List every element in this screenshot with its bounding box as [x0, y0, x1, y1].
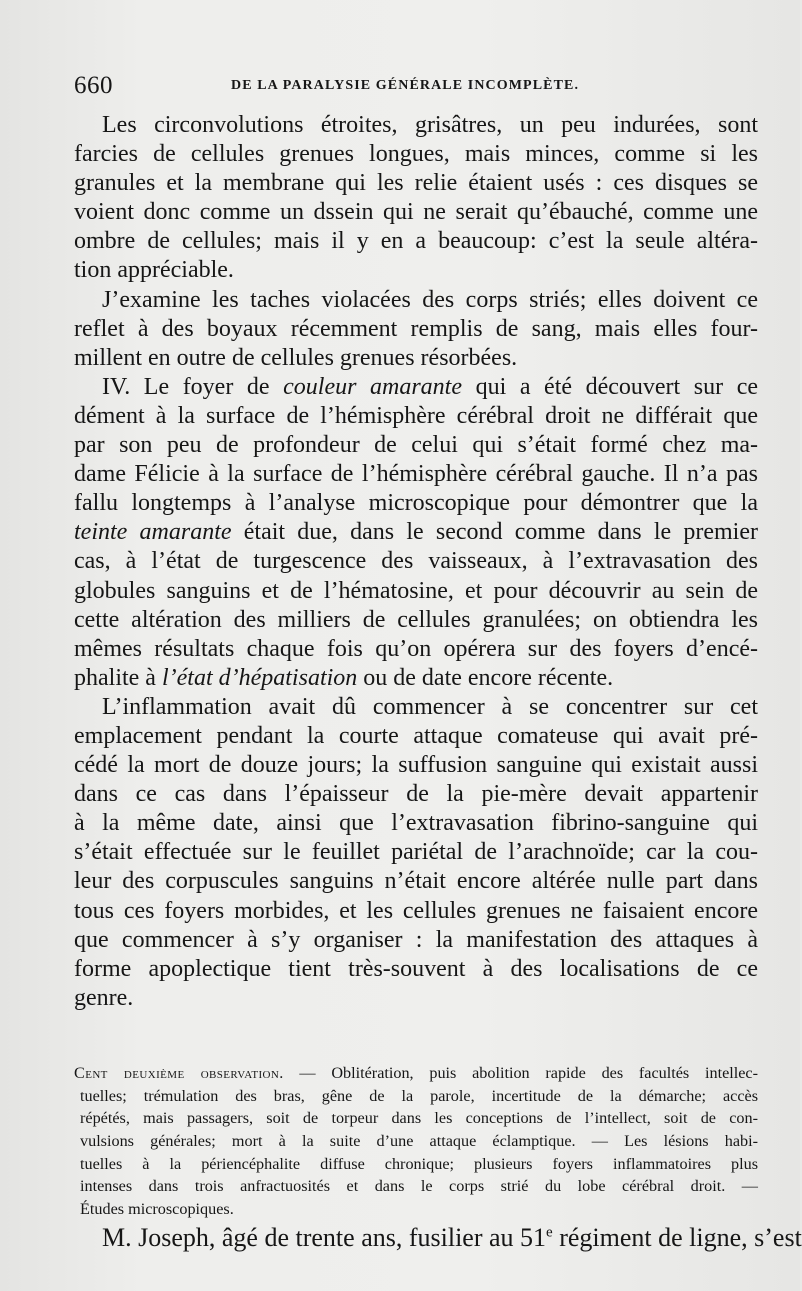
text-line: millent en outre de cellules grenues résorbées.	[74, 344, 518, 371]
text-line: dans ce cas dans l’épaisseur de la pie-mère devait appartenir	[74, 781, 758, 808]
observation-line: vulsions générales; mort à la suite d’une attaque éclamptique. — Les lésions habi-	[80, 1132, 758, 1151]
text-line: à la même date, ainsi que l’extravasation fibrino-sanguine qui	[74, 810, 758, 837]
text-line	[74, 373, 758, 402]
text-line: reflet à des boyaux récemment remplis de sang, mais elles four-	[74, 315, 758, 342]
paragraph-4	[74, 693, 758, 1013]
text-segment: phalite à	[74, 664, 162, 691]
text-line: dément à la surface de l’hémisphère cérébral droit ne différait que	[74, 402, 758, 429]
text-line	[74, 518, 758, 547]
italic-phrase: teinte amarante	[74, 519, 232, 546]
italic-phrase: l’état d’hépatisation	[161, 664, 358, 691]
text-line: forme apoplectique tient très-souvent à des localisations de ce	[74, 955, 758, 982]
text-segment: M. Joseph, âgé de trente ans, fusilier au 51	[102, 1223, 547, 1252]
paragraph-3	[74, 373, 758, 693]
text-line: que commencer à s’y organiser : la manifestation des attaques à	[74, 926, 758, 953]
observation-summary	[74, 1062, 758, 1221]
text-line: ombre de cellules; mais il y en a beaucoup: c’est la seule altéra-	[74, 228, 758, 255]
text-segment: IV. Le foyer de	[102, 373, 284, 400]
text-line: par son peu de profondeur de celui qui s’était formé chez ma-	[74, 432, 758, 459]
main-text	[74, 111, 758, 1013]
running-title: DE LA PARALYSIE GÉNÉRALE INCOMPLÈTE.	[231, 78, 580, 93]
text-line	[74, 664, 758, 693]
observation-line: répétés, mais passagers, soit de torpeur dans les conceptions de l’intellect, soit de con-	[80, 1109, 758, 1128]
paragraph-1	[74, 111, 758, 286]
text-segment: ou de date encore récente.	[357, 664, 614, 691]
text-line: dame Félicie à la surface de l’hémisphère cérébral gauche. Il n’a pas	[74, 461, 758, 488]
text-line: voient donc comme un dssein qui ne serait qu’ébauché, comme une	[74, 199, 758, 226]
text-line: fallu longtemps à l’analyse microscopique pour démontrer que la	[74, 490, 758, 517]
text-line: s’était effectuée sur le feuillet pariétal de l’arachnoïde; car la cou-	[74, 839, 758, 866]
text-line: tous ces foyers morbides, et les cellules grenues ne faisaient encore	[74, 897, 758, 924]
text-line: tion appréciable.	[74, 257, 234, 284]
observation-line: Études microscopiques.	[80, 1200, 234, 1219]
text-line: mêmes résultats chaque fois qu’on opérera sur des foyers d’encé-	[74, 635, 758, 662]
page-number: 660	[74, 72, 113, 99]
text-line: cas, à l’état de turgescence des vaisseaux, à l’extravasation des	[74, 548, 758, 575]
observation-line: tuelles; trémulation des bras, gêne de la parole, incertitude de la démarche; accès	[80, 1086, 758, 1105]
observation-line	[74, 1062, 758, 1085]
text-line: emplacement pendant la courte attaque comateuse qui avait pré-	[74, 722, 758, 749]
text-segment: régiment de ligne, s’est	[552, 1223, 802, 1252]
text-line: leur des corpuscules sanguins n’était encore altérée nulle part dans	[74, 868, 758, 895]
italic-phrase: couleur amarante	[283, 373, 463, 400]
paragraph-2	[74, 286, 758, 373]
running-head	[74, 70, 758, 102]
text-segment: qui a été découvert sur ce	[462, 373, 758, 400]
text-segment: était due, dans le second comme dans le premier	[231, 519, 758, 546]
final-text-line	[102, 1222, 802, 1254]
text-line: J’examine les taches violacées des corps striés; elles doivent ce	[102, 286, 758, 313]
text-line: cédé la mort de douze jours; la suffusion sanguine qui existait aussi	[74, 752, 758, 779]
text-line: L’inflammation avait dû commencer à se concentrer sur cet	[102, 693, 758, 720]
observation-label: Cent deuxième observation.	[74, 1064, 284, 1082]
text-line: Les circonvolutions étroites, grisâtres, un peu indurées, sont	[102, 112, 758, 138]
text-line: genre.	[74, 984, 134, 1011]
observation-line: intenses dans trois anfractuosités et dans le corps strié du lobe cérébral droit. —	[80, 1177, 758, 1196]
text-line: cette altération des milliers de cellules granulées; on obtiendra les	[74, 606, 758, 633]
text-line: farcies de cellules grenues longues, mais minces, comme si les	[74, 141, 758, 168]
superscript: e	[546, 1224, 553, 1241]
text-line: granules et la membrane qui les relie étaient usés : ces disques se	[74, 170, 758, 197]
text-segment: — Oblitération, puis abolition rapide des facultés intellec-	[283, 1064, 759, 1082]
text-line: globules sanguins et de l’hématosine, et pour découvrir au sein de	[74, 577, 758, 604]
observation-line: tuelles à la périencéphalite diffuse chronique; plusieurs foyers inflammatoires plus	[80, 1154, 758, 1173]
